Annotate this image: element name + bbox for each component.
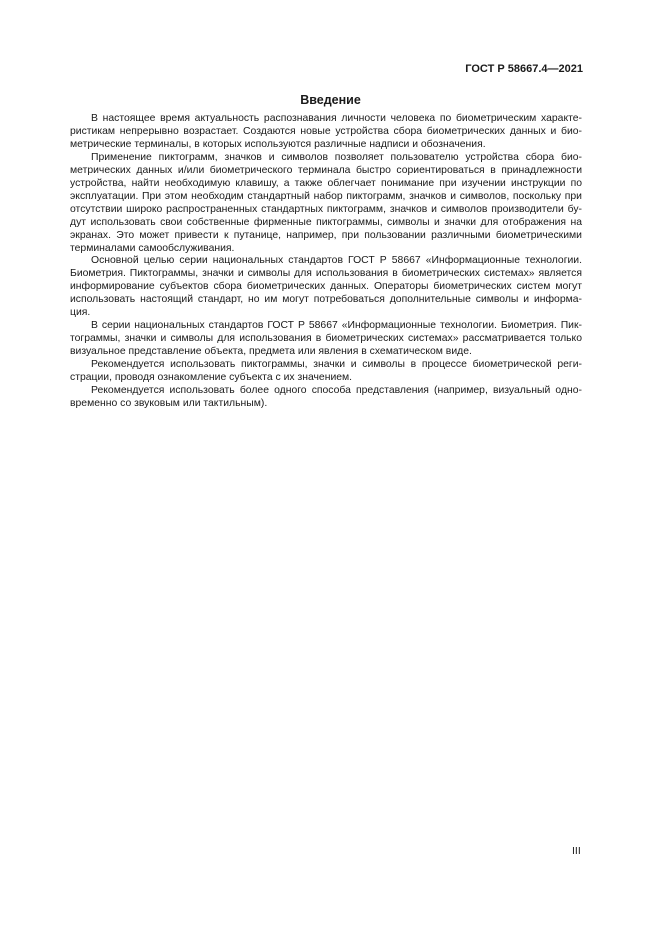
section-title: Введение xyxy=(300,93,361,107)
text-line: отсутствии широко распространенных стандартных пиктограмм, значков и символов производители бу- xyxy=(70,203,582,215)
document-body xyxy=(70,113,582,411)
text-line: В серии национальных стандартов ГОСТ Р 58667 «Информационные технологии. Биометрия. Пик- xyxy=(91,320,582,332)
text-line: временно со звуковым или тактильным). xyxy=(70,397,268,409)
text-line: Биометрия. Пиктограммы, значки и символы для использования в биометрических системах» является xyxy=(70,268,582,280)
text-line: ристикам непрерывно возрастает. Создаются новые устройства сбора биометрических данных и био- xyxy=(70,125,582,137)
text-line: тограммы, значки и символы для использования в биометрических системах» рассматривается только xyxy=(70,333,582,345)
text-line: метрических данных и/или биометрического терминала быстро сориентироваться в принадлежности xyxy=(70,164,582,176)
text-line: экранах. Это может привести к путанице, например, при пользовании различными биометрическими xyxy=(70,229,582,241)
paragraph xyxy=(70,320,582,359)
paragraph xyxy=(70,255,582,320)
text-line: информирование субъектов сбора биометрических данных. Операторы биометрических систем могут xyxy=(70,281,582,293)
page-number: III xyxy=(572,845,581,857)
text-line: устройства, найти необходимую клавишу, а также облегчает понимание при изучении инструкции по xyxy=(70,177,582,189)
paragraph xyxy=(70,359,582,385)
text-line: терминалами самообслуживания. xyxy=(70,242,235,254)
document-number-header: ГОСТ Р 58667.4—2021 xyxy=(465,63,583,75)
text-line: метрические терминалы, в которых используются различные надписи и обозначения. xyxy=(70,138,486,150)
text-line: ция. xyxy=(70,307,91,319)
text-line: Рекомендуется использовать более одного способа представления (например, визуальный одно- xyxy=(91,385,582,397)
paragraph xyxy=(70,152,582,256)
text-line: Основной целью серии национальных стандартов ГОСТ Р 58667 «Информационные технологии. xyxy=(91,255,582,267)
text-line: использовать настоящий стандарт, но им могут потребоваться дополнительные символы и информа- xyxy=(70,294,582,306)
text-line: Применение пиктограмм, значков и символов позволяет пользователю устройства сбора био- xyxy=(91,151,582,163)
text-line: эксплуатации. При этом необходим стандартный набор пиктограмм, значков и символов, поскольку при xyxy=(70,190,582,202)
text-line: Рекомендуется использовать пиктограммы, значки и символы в процессе биометрической реги- xyxy=(91,359,582,371)
paragraph xyxy=(70,113,582,152)
text-line: страции, проводя ознакомление субъекта с их значением. xyxy=(70,372,353,384)
text-line: визуальное представление объекта, предмета или явления в схематическом виде. xyxy=(70,346,472,358)
text-line: В настоящее время актуальность распознавания личности человека по биометрическим характе- xyxy=(91,113,582,124)
paragraph xyxy=(70,385,582,411)
text-line: дут использовать свои собственные фирменные пиктограммы, символы и значки для отображения на xyxy=(70,216,582,228)
